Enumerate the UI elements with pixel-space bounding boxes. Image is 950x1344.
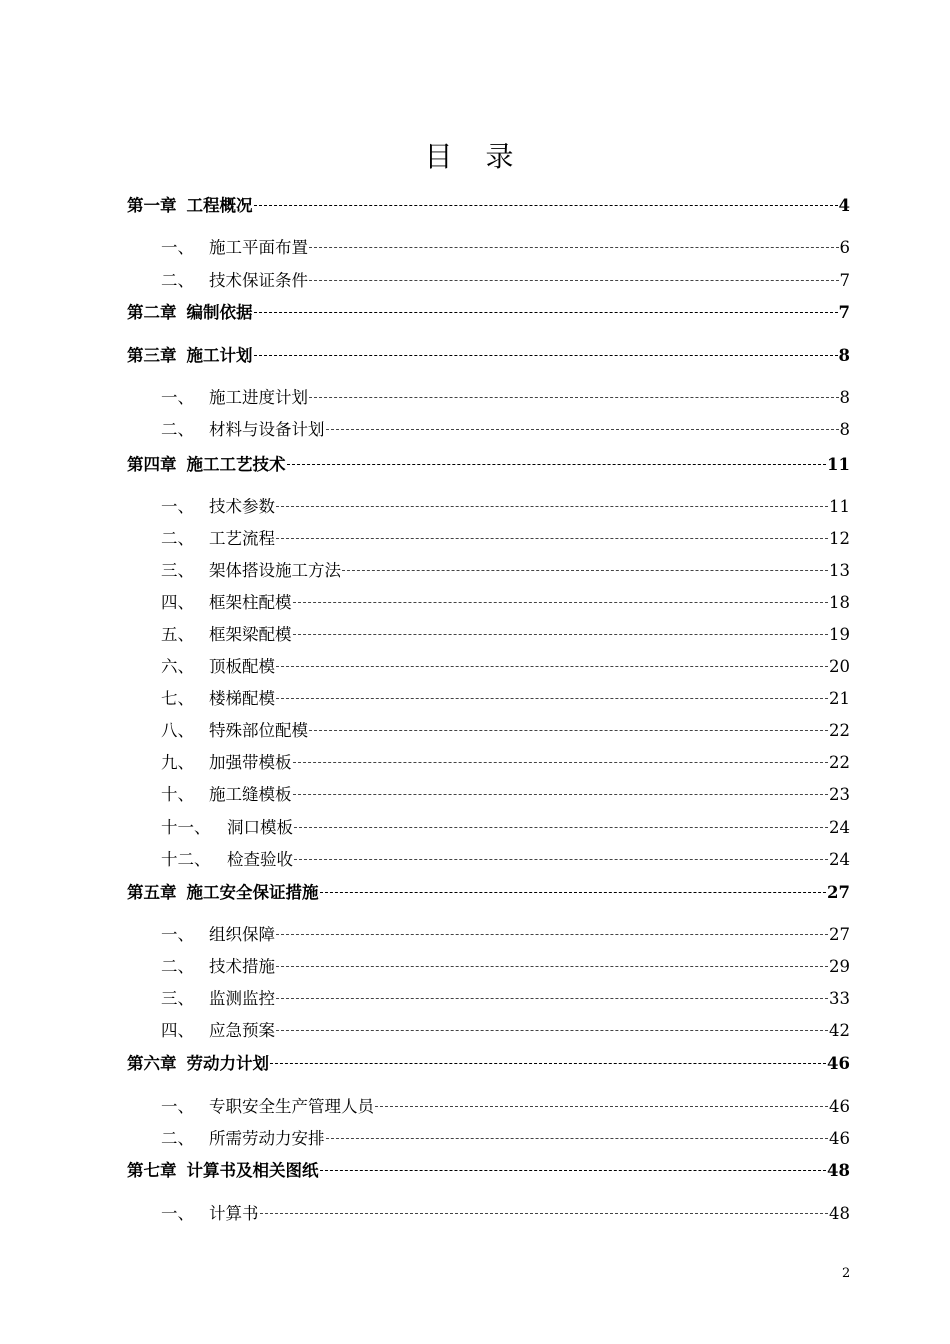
entry-title: 施工安全保证措施: [186, 883, 319, 902]
entry-page-number: 22: [829, 721, 850, 740]
entry-title: 劳动力计划: [186, 1054, 269, 1073]
dot-leader: [276, 1030, 828, 1031]
toc-section-entry[interactable]: [127, 985, 850, 1009]
entry-page-number: 11: [829, 497, 850, 516]
toc-section-entry[interactable]: [127, 1200, 850, 1224]
dot-leader: [276, 934, 828, 935]
entry-title: 工艺流程: [209, 529, 275, 548]
entry-page-number: 27: [829, 925, 850, 944]
toc-section-entry[interactable]: [127, 1017, 850, 1041]
entry-page-number: 24: [829, 850, 850, 869]
entry-page-number: 8: [839, 420, 850, 439]
entry-number: 二、: [161, 1129, 194, 1148]
entry-number: 第四章: [127, 455, 177, 474]
entry-number: 二、: [161, 529, 194, 548]
dot-leader: [276, 966, 828, 967]
toc-chapter-entry[interactable]: [127, 342, 850, 366]
entry-number: 四、: [161, 1021, 194, 1040]
entry-number: 二、: [161, 957, 194, 976]
toc-chapter-entry[interactable]: [127, 451, 850, 475]
entry-number: 第五章: [127, 883, 177, 902]
entry-number: 三、: [161, 989, 194, 1008]
entry-number: 一、: [161, 925, 194, 944]
dot-leader: [270, 1063, 826, 1064]
dot-leader: [309, 397, 839, 398]
entry-number: 十一、: [161, 818, 211, 837]
entry-number: 一、: [161, 238, 194, 257]
entry-title: 材料与设备计划: [209, 420, 325, 439]
entry-page-number: 48: [827, 1161, 850, 1180]
toc-chapter-entry[interactable]: [127, 1050, 850, 1074]
dot-leader: [254, 205, 838, 206]
entry-page-number: 7: [838, 303, 850, 322]
dot-leader: [276, 506, 828, 507]
entry-number: 二、: [161, 420, 194, 439]
entry-page-number: 18: [829, 593, 850, 612]
dot-leader: [294, 859, 828, 860]
toc-section-entry[interactable]: [127, 557, 850, 581]
dot-leader: [342, 570, 828, 571]
entry-title: 洞口模板: [227, 818, 293, 837]
entry-title: 编制依据: [186, 303, 253, 322]
dot-leader: [309, 730, 828, 731]
dot-leader: [254, 355, 838, 356]
entry-number: 八、: [161, 721, 194, 740]
toc-section-entry[interactable]: [127, 921, 850, 945]
entry-page-number: 12: [829, 529, 850, 548]
entry-title: 应急预案: [209, 1021, 275, 1040]
entry-number: 一、: [161, 1204, 194, 1223]
toc-chapter-entry[interactable]: [127, 192, 850, 216]
entry-page-number: 13: [829, 561, 850, 580]
dot-leader: [326, 1138, 829, 1139]
entry-number: 第六章: [127, 1054, 177, 1073]
dot-leader: [293, 762, 829, 763]
dot-leader: [320, 892, 827, 893]
dot-leader: [260, 1213, 829, 1214]
toc-section-entry[interactable]: [127, 953, 850, 977]
entry-page-number: 11: [827, 455, 850, 474]
dot-leader: [375, 1106, 828, 1107]
toc-section-entry[interactable]: [127, 781, 850, 805]
dot-leader: [254, 312, 838, 313]
toc-section-entry[interactable]: [127, 416, 850, 440]
dot-leader: [320, 1170, 827, 1171]
toc-section-entry[interactable]: [127, 234, 850, 258]
entry-title: 框架梁配模: [209, 625, 292, 644]
entry-number: 十、: [161, 785, 194, 804]
entry-page-number: 33: [829, 989, 850, 1008]
toc-chapter-entry[interactable]: [127, 299, 850, 323]
entry-title: 工程概况: [186, 196, 253, 215]
toc-section-entry[interactable]: [127, 653, 850, 677]
toc-chapter-entry[interactable]: [127, 1157, 850, 1181]
dot-leader: [294, 827, 828, 828]
toc-title: 目 录: [424, 140, 526, 173]
entry-number: 九、: [161, 753, 194, 772]
page-number: 2: [842, 1266, 851, 1281]
toc-section-entry[interactable]: [127, 384, 850, 408]
entry-page-number: 7: [839, 271, 850, 290]
entry-number: 一、: [161, 497, 194, 516]
entry-title: 施工平面布置: [209, 238, 308, 257]
entry-number: 十二、: [161, 850, 211, 869]
entry-title: 架体搭设施工方法: [209, 561, 341, 580]
dot-leader: [309, 280, 839, 281]
dot-leader: [293, 794, 829, 795]
entry-page-number: 19: [829, 625, 850, 644]
dot-leader: [276, 998, 828, 999]
entry-number: 一、: [161, 388, 194, 407]
entry-title: 施工缝模板: [209, 785, 292, 804]
entry-page-number: 6: [839, 238, 850, 257]
entry-title: 框架柱配模: [209, 593, 292, 612]
entry-title: 特殊部位配模: [209, 721, 308, 740]
entry-number: 一、: [161, 1097, 194, 1116]
dot-leader: [309, 247, 839, 248]
entry-page-number: 4: [838, 196, 850, 215]
entry-page-number: 24: [829, 818, 850, 837]
dot-leader: [276, 698, 828, 699]
entry-title: 施工计划: [186, 346, 253, 365]
entry-title: 监测监控: [209, 989, 275, 1008]
entry-number: 七、: [161, 689, 194, 708]
toc-section-entry[interactable]: [127, 717, 850, 741]
entry-page-number: 46: [827, 1054, 850, 1073]
dot-leader: [293, 602, 829, 603]
toc-section-entry[interactable]: [127, 685, 850, 709]
toc-section-entry[interactable]: [127, 846, 850, 870]
toc-section-entry[interactable]: [127, 1125, 850, 1149]
entry-title: 加强带模板: [209, 753, 292, 772]
entry-number: 五、: [161, 625, 194, 644]
entry-page-number: 27: [827, 883, 850, 902]
entry-number: 第一章: [127, 196, 177, 215]
entry-page-number: 42: [829, 1021, 850, 1040]
toc-section-entry[interactable]: [127, 1093, 850, 1117]
entry-title: 计算书: [209, 1204, 259, 1223]
entry-page-number: 20: [829, 657, 850, 676]
toc-section-entry[interactable]: [127, 621, 850, 645]
entry-title: 技术措施: [209, 957, 275, 976]
entry-number: 四、: [161, 593, 194, 612]
entry-number: 第二章: [127, 303, 177, 322]
entry-number: 二、: [161, 271, 194, 290]
entry-title: 组织保障: [209, 925, 275, 944]
entry-page-number: 23: [829, 785, 850, 804]
dot-leader: [276, 538, 828, 539]
toc-section-entry[interactable]: [127, 267, 850, 291]
entry-page-number: 21: [829, 689, 850, 708]
entry-title: 计算书及相关图纸: [186, 1161, 319, 1180]
dot-leader: [326, 429, 839, 430]
entry-page-number: 8: [838, 346, 850, 365]
entry-title: 专职安全生产管理人员: [209, 1097, 374, 1116]
entry-title: 楼梯配模: [209, 689, 275, 708]
dot-leader: [287, 464, 827, 465]
entry-page-number: 48: [829, 1204, 850, 1223]
entry-title: 技术保证条件: [209, 271, 308, 290]
entry-page-number: 46: [829, 1097, 850, 1116]
entry-page-number: 22: [829, 753, 850, 772]
entry-title: 施工进度计划: [209, 388, 308, 407]
entry-title: 施工工艺技术: [186, 455, 286, 474]
toc-section-entry[interactable]: [127, 525, 850, 549]
toc-section-entry[interactable]: [127, 749, 850, 773]
entry-number: 第七章: [127, 1161, 177, 1180]
toc-section-entry[interactable]: [127, 814, 850, 838]
entry-number: 六、: [161, 657, 194, 676]
entry-number: 三、: [161, 561, 194, 580]
toc-chapter-entry[interactable]: [127, 879, 850, 903]
dot-leader: [276, 666, 828, 667]
entry-title: 顶板配模: [209, 657, 275, 676]
entry-page-number: 46: [829, 1129, 850, 1148]
toc-section-entry[interactable]: [127, 589, 850, 613]
entry-page-number: 29: [829, 957, 850, 976]
toc-section-entry[interactable]: [127, 493, 850, 517]
dot-leader: [293, 634, 829, 635]
entry-page-number: 8: [839, 388, 850, 407]
entry-title: 所需劳动力安排: [209, 1129, 325, 1148]
entry-number: 第三章: [127, 346, 177, 365]
entry-title: 技术参数: [209, 497, 275, 516]
entry-title: 检查验收: [227, 850, 293, 869]
